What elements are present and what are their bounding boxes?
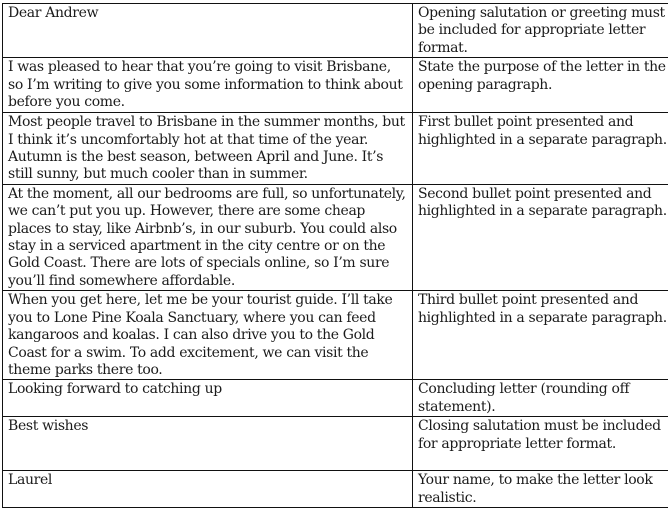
letter-text-cell	[3, 113, 413, 185]
annotation-cell	[413, 380, 668, 417]
letter-text-cell	[3, 380, 413, 417]
annotation-third-point-text: Third bullet point presented and highlighted in a separate paragraph.	[418, 292, 668, 327]
annotation-cell	[413, 417, 668, 471]
annotation-second-point-text: Second bullet point presented and highlighted in a separate paragraph.	[418, 186, 668, 221]
letter-closing-text: Best wishes	[8, 418, 407, 435]
letter-third-point-text: When you get here, let me be your tourist guide. I’ll take you to Lone Pine Koala Sanctuary, where you can feed kangaroos and koalas. I can also drive you to the Gold Coast for a swim. To add excitement, we can visit the theme parks there too.	[8, 292, 407, 379]
table-row-second-point	[3, 184, 668, 290]
annotation-purpose-text: State the purpose of the letter in the opening paragraph.	[418, 59, 668, 94]
annotation-conclusion-text: Concluding letter (rounding off statement).	[418, 381, 668, 416]
annotation-cell	[413, 184, 668, 290]
annotation-cell	[413, 58, 668, 113]
letter-salutation-text: Dear Andrew	[8, 5, 407, 22]
annotation-cell	[413, 4, 668, 58]
letter-first-point-text: Most people travel to Brisbane in the summer months, but I think it’s uncomfortably hot at that time of the year. Autumn is the best season, between April and June. It’s still sunny, but much cooler than in summer.	[8, 114, 407, 184]
letter-text-cell	[3, 417, 413, 471]
letter-text-cell	[3, 291, 413, 380]
table-row-signature	[3, 471, 668, 508]
letter-text-cell	[3, 4, 413, 58]
annotation-closing-text: Closing salutation must be included for appropriate letter format.	[418, 418, 668, 453]
letter-text-cell	[3, 184, 413, 290]
letter-text-cell	[3, 471, 413, 508]
table-row-closing	[3, 417, 668, 471]
annotation-first-point-text: First bullet point presented and highlighted in a separate paragraph.	[418, 114, 668, 149]
annotation-cell	[413, 291, 668, 380]
table-row-salutation	[3, 4, 668, 58]
annotation-cell	[413, 113, 668, 185]
letter-text-cell	[3, 58, 413, 113]
annotation-signature-text: Your name, to make the letter look realistic.	[418, 472, 668, 507]
table-row-first-point	[3, 113, 668, 185]
table-body	[3, 4, 668, 508]
letter-conclusion-text: Looking forward to catching up	[8, 381, 407, 398]
letter-annotation-table	[2, 3, 668, 508]
table-row-conclusion	[3, 380, 668, 417]
table-row-purpose	[3, 58, 668, 113]
annotation-salutation-text: Opening salutation or greeting must be included for appropriate letter format.	[418, 5, 668, 57]
annotation-cell	[413, 471, 668, 508]
letter-purpose-text: I was pleased to hear that you’re going to visit Brisbane, so I’m writing to give you some information to think about before you come.	[8, 59, 407, 111]
letter-second-point-text: At the moment, all our bedrooms are full, so unfortunately, we can’t put you up. However, there are some cheap places to stay, like Airbnb’s, in our suburb. You could also stay in a serviced apartment in the city centre or on the Gold Coast. There are lots of specials online, so I’m sure you’ll find somewhere affordable.	[8, 186, 407, 290]
table-row-third-point	[3, 291, 668, 380]
letter-signature-text: Laurel	[8, 472, 407, 489]
